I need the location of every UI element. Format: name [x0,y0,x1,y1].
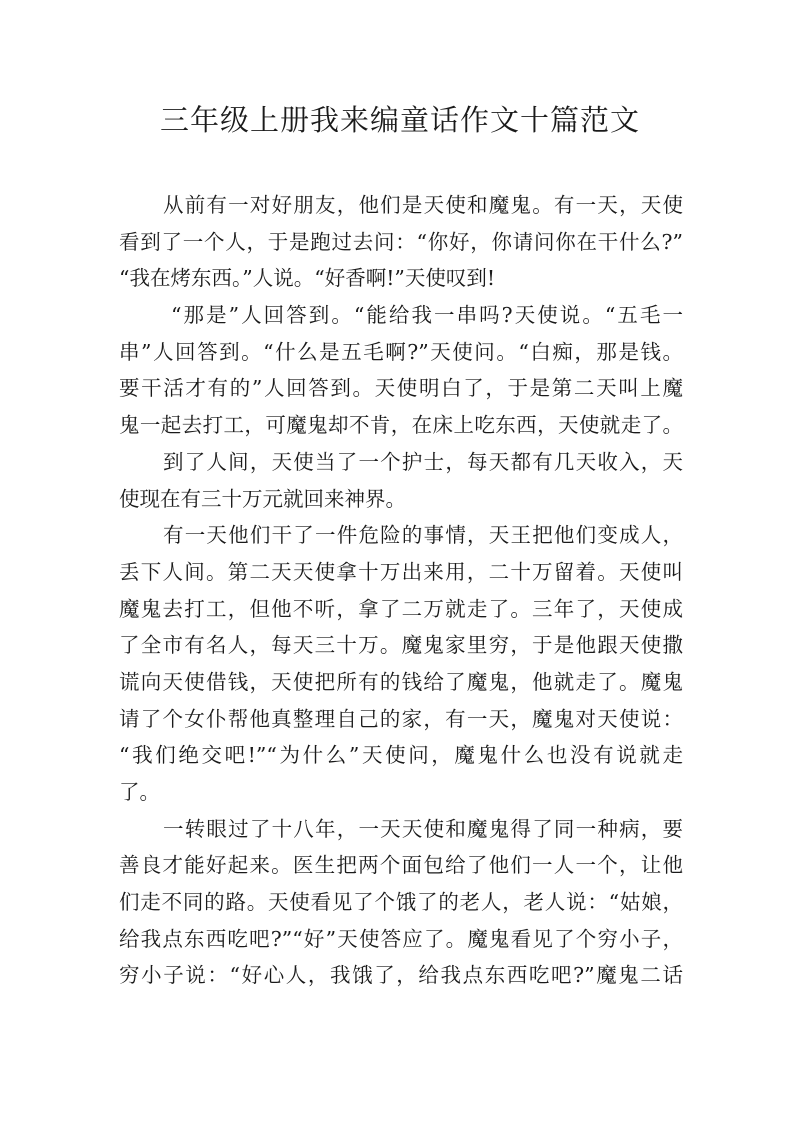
text-line: 使现在有三十万元就回来神界。 [119,486,406,511]
text-line: 给我点东西吃吧?”“好”天使答应了。魔鬼看见了个穷小子， [119,926,683,951]
text-line: 魔鬼去打工，但他不听，拿了二万就走了。三年了，天使成 [119,596,683,621]
text-line: “那是”人回答到。“能给我一串吗?天使说。“五毛一 [171,303,683,328]
text-line: 串”人回答到。“什么是五毛啊?”天使问。“白痴，那是钱。 [119,339,683,364]
document-body [119,187,683,994]
text-line: 要干活才有的”人回答到。天使明白了，于是第二天叫上魔 [119,376,683,401]
text-line: 请了个女仆帮他真整理自己的家，有一天，魔鬼对天使说： [119,706,683,731]
text-line: 穷小子说：“好心人，我饿了，给我点东西吃吧?”魔鬼二话 [119,963,683,988]
text-line: 一转眼过了十八年，一天天使和魔鬼得了同一种病，要 [163,816,683,841]
document-title: 三年级上册我来编童话作文十篇范文 [159,103,640,137]
text-line: 了。 [119,780,160,804]
text-line: 从前有一对好朋友，他们是天使和魔鬼。有一天，天使 [163,193,683,217]
text-line: “我们绝交吧!”“为什么”天使问，魔鬼什么也没有说就走 [119,743,683,768]
text-line: 们走不同的路。天使看见了个饿了的老人，老人说：“姑娘， [119,890,683,915]
text-line: 鬼一起去打工，可魔鬼却不肯，在床上吃东西，天使就走了。 [119,413,683,438]
text-line: 丢下人间。第二天天使拿十万出来用，二十万留着。天使叫 [119,559,683,584]
text-line: “我在烤东西。”人说。“好香啊!”天使叹到! [119,266,496,291]
text-line: 善良才能好起来。医生把两个面包给了他们一人一个，让他 [119,853,683,878]
text-line: 了全市有名人，每天三十万。魔鬼家里穷，于是他跟天使撒 [119,633,683,658]
text-line: 到了人间，天使当了一个护士，每天都有几天收入，天 [163,449,683,474]
text-line: 有一天他们干了一件危险的事情，天王把他们变成人， [163,523,683,548]
text-line: 谎向天使借钱，天使把所有的钱给了魔鬼，他就走了。魔鬼 [119,669,683,694]
text-line: 看到了一个人，于是跑过去问：“你好，你请问你在干什么?” [119,229,683,254]
